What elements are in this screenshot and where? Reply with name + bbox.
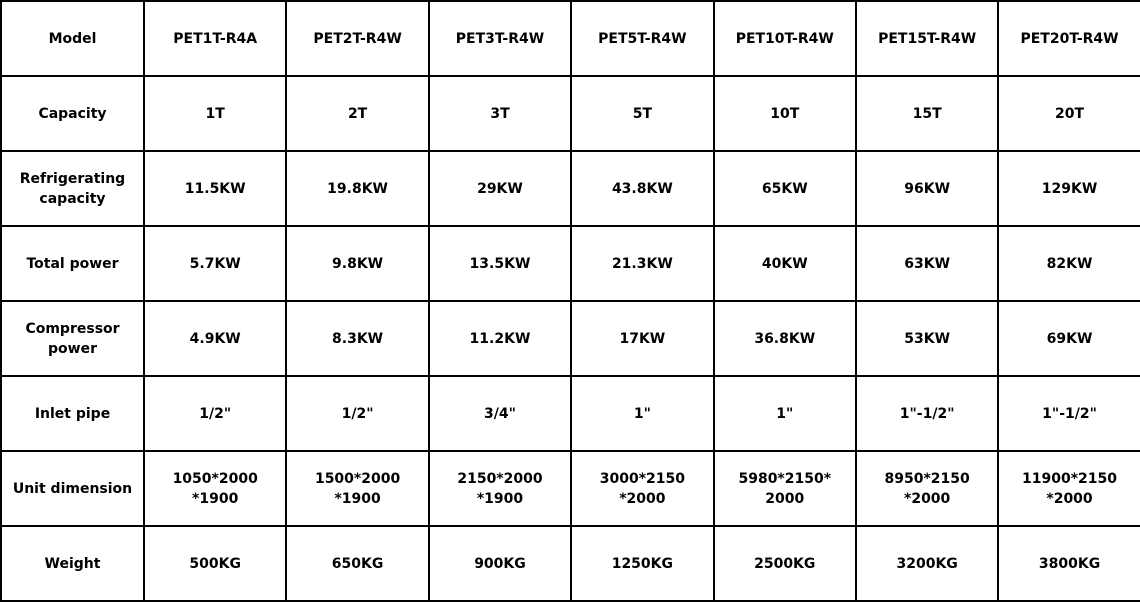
table-cell: 11900*2150 *2000 — [998, 451, 1140, 526]
table-cell: 3000*2150 *2000 — [571, 451, 713, 526]
table-row-compressor-power — [1, 301, 1140, 376]
table-cell: PET5T-R4W — [571, 1, 713, 76]
table-cell: 82KW — [998, 226, 1140, 301]
table-cell: 1/2" — [144, 376, 286, 451]
table-cell: 63KW — [856, 226, 998, 301]
row-label: Model — [1, 1, 144, 76]
table-cell: 900KG — [429, 526, 571, 601]
table-cell: PET15T-R4W — [856, 1, 998, 76]
table-cell: 5T — [571, 76, 713, 151]
table-cell: 11.5KW — [144, 151, 286, 226]
table-cell: 11.2KW — [429, 301, 571, 376]
table-cell: 1500*2000 *1900 — [286, 451, 428, 526]
row-label: Total power — [1, 226, 144, 301]
table-cell: 96KW — [856, 151, 998, 226]
table-cell: 3/4" — [429, 376, 571, 451]
table-cell: 5.7KW — [144, 226, 286, 301]
table-cell: 500KG — [144, 526, 286, 601]
table-cell: 3800KG — [998, 526, 1140, 601]
table-cell: 21.3KW — [571, 226, 713, 301]
table-cell: 17KW — [571, 301, 713, 376]
table-cell: 69KW — [998, 301, 1140, 376]
table-cell: PET1T-R4A — [144, 1, 286, 76]
table-cell: 1250KG — [571, 526, 713, 601]
table-cell: 1"-1/2" — [856, 376, 998, 451]
table-cell: 2150*2000 *1900 — [429, 451, 571, 526]
table-cell: 13.5KW — [429, 226, 571, 301]
table-cell: 53KW — [856, 301, 998, 376]
table-cell: 2500KG — [714, 526, 856, 601]
table-cell: 8.3KW — [286, 301, 428, 376]
table-cell: 3200KG — [856, 526, 998, 601]
row-label: Unit dimension — [1, 451, 144, 526]
row-label: Refrigerating capacity — [1, 151, 144, 226]
table-row-inlet-pipe — [1, 376, 1140, 451]
table-row-weight — [1, 526, 1140, 601]
table-cell: 1T — [144, 76, 286, 151]
table-row-total-power — [1, 226, 1140, 301]
table-cell: 40KW — [714, 226, 856, 301]
row-label: Compressor power — [1, 301, 144, 376]
table-cell: 20T — [998, 76, 1140, 151]
row-label: Capacity — [1, 76, 144, 151]
table-cell: 9.8KW — [286, 226, 428, 301]
table-cell: 4.9KW — [144, 301, 286, 376]
table-row-unit-dimension — [1, 451, 1140, 526]
table-cell: 8950*2150 *2000 — [856, 451, 998, 526]
table-cell: 5980*2150* 2000 — [714, 451, 856, 526]
table-cell: PET2T-R4W — [286, 1, 428, 76]
row-label: Weight — [1, 526, 144, 601]
table-cell: 1"-1/2" — [998, 376, 1140, 451]
table-row-refrigerating-capacity — [1, 151, 1140, 226]
table-cell: 10T — [714, 76, 856, 151]
table-cell: 650KG — [286, 526, 428, 601]
table-cell: 15T — [856, 76, 998, 151]
table-row-model — [1, 1, 1140, 76]
table-cell: 3T — [429, 76, 571, 151]
table-cell: 2T — [286, 76, 428, 151]
table-cell: 1" — [714, 376, 856, 451]
table-cell: 129KW — [998, 151, 1140, 226]
table-cell: 1050*2000 *1900 — [144, 451, 286, 526]
table-cell: 65KW — [714, 151, 856, 226]
row-label: Inlet pipe — [1, 376, 144, 451]
table-cell: 43.8KW — [571, 151, 713, 226]
table-cell: 29KW — [429, 151, 571, 226]
table-cell: PET3T-R4W — [429, 1, 571, 76]
table-cell: 19.8KW — [286, 151, 428, 226]
table-cell: 1" — [571, 376, 713, 451]
table-cell: PET10T-R4W — [714, 1, 856, 76]
table-cell: 36.8KW — [714, 301, 856, 376]
table-cell: PET20T-R4W — [998, 1, 1140, 76]
table-row-capacity — [1, 76, 1140, 151]
table-cell: 1/2" — [286, 376, 428, 451]
